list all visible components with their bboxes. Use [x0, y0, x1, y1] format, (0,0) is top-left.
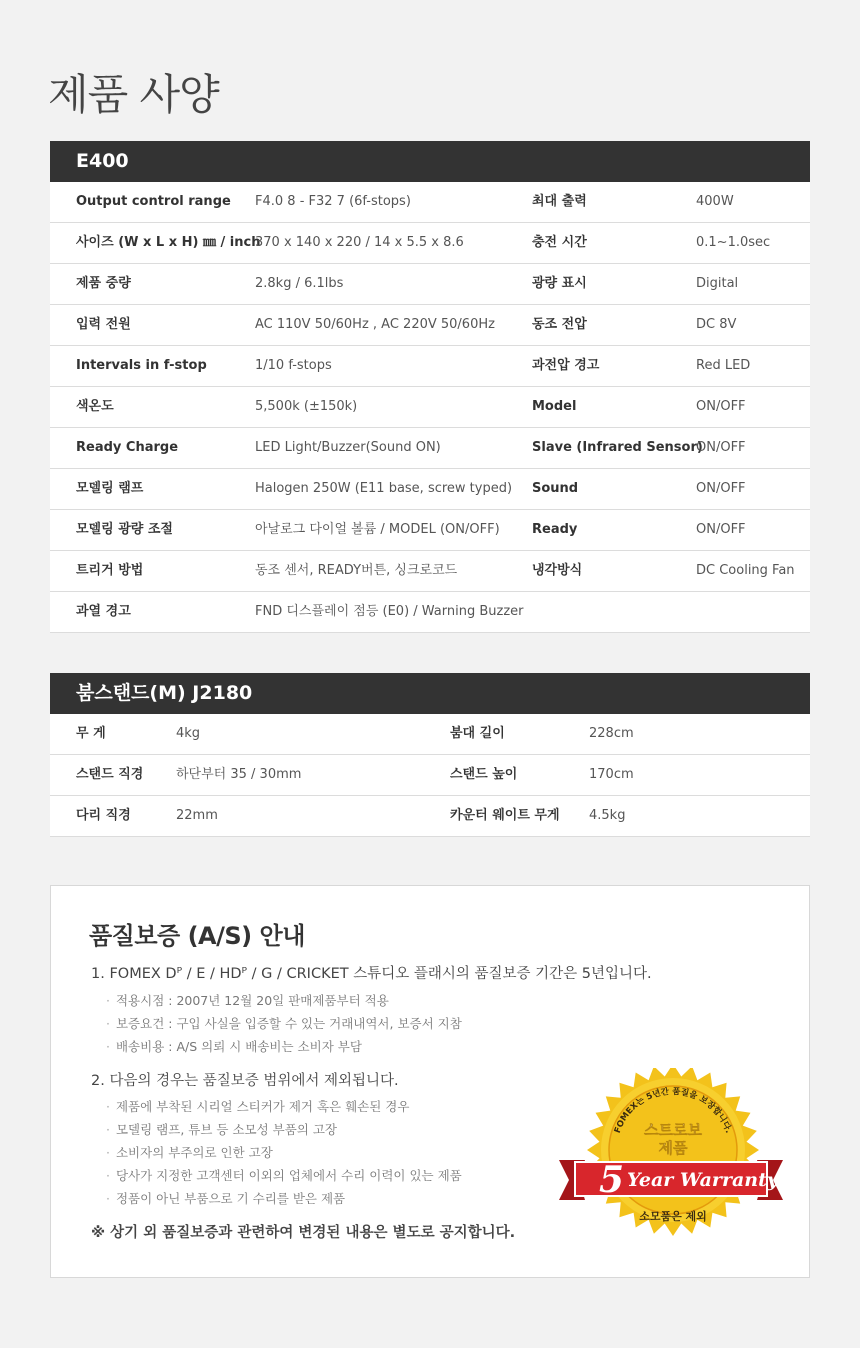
spec-label: 최대 출력 [532, 194, 587, 209]
spec-label: 입력 전원 [76, 317, 131, 332]
spec-value: DC 8V [696, 317, 737, 332]
spec-label: 모델링 램프 [76, 481, 144, 496]
warranty-item: · 보증요건 : 구입 사실을 입증할 수 있는 거래내역서, 보증서 지참 [106, 1016, 462, 1031]
spec-value: 1/10 f-stops [255, 358, 332, 373]
e400-heading: E400 [50, 141, 810, 182]
warranty-info-box [50, 885, 810, 1278]
spec-value: Halogen 250W (E11 base, screw typed) [255, 481, 513, 496]
spec-label: Ready Charge [76, 440, 179, 455]
spec-value: 아날로그 다이얼 볼륨 / MODEL (ON/OFF) [255, 522, 500, 537]
spec-row [50, 714, 810, 755]
spec-label: 카운터 웨이트 무게 [450, 808, 560, 823]
bullet-icon: · [106, 993, 110, 1008]
spec-value: 0.1~1.0sec [696, 235, 771, 250]
spec-value: ON/OFF [696, 522, 746, 537]
seal-line-1: 스트로보 [644, 1121, 702, 1139]
spec-value: AC 110V 50/60Hz , AC 220V 50/60Hz [255, 317, 495, 332]
bullet-icon: · [106, 1099, 110, 1114]
warranty-section-2: 2. 다음의 경우는 품질보증 범위에서 제외됩니다. [91, 1073, 399, 1089]
exclusion-item: · 정품이 아닌 부품으로 기 수리를 받은 제품 [106, 1191, 346, 1206]
spec-label: 붐대 길이 [450, 726, 505, 741]
spec-value: ON/OFF [696, 440, 746, 455]
spec-label: Slave (Infrared Sensor) [532, 440, 703, 455]
spec-value: ON/OFF [696, 399, 746, 414]
exclusion-item: · 소비자의 부주의로 인한 고장 [106, 1145, 273, 1160]
spec-value: 4.5kg [589, 808, 626, 823]
spec-row [50, 469, 810, 510]
warranty-title: 품질보증 (A/S) 안내 [89, 922, 305, 950]
spec-value: Digital [696, 276, 739, 291]
spec-label: Sound [532, 481, 579, 496]
exclusion-item: · 당사가 지정한 고객센터 이외의 업체에서 수리 이력이 있는 제품 [106, 1168, 462, 1183]
warranty-item: · 배송비용 : A/S 의뢰 시 배송비는 소비자 부담 [106, 1039, 362, 1054]
spec-row [50, 264, 810, 305]
boom-stand-heading: 붐스탠드(M) J2180 [50, 673, 810, 714]
spec-row [50, 223, 810, 264]
spec-value: FND 디스플레이 점등 (E0) / Warning Buzzer [255, 604, 524, 619]
seal-arc-text: FOMEX는 5년간 품질을 보장합니다. [612, 1086, 734, 1135]
spec-value: 하단부터 35 / 30mm [176, 767, 302, 782]
spec-label: 동조 전압 [532, 317, 587, 332]
spec-label: Ready [532, 522, 578, 537]
spec-label: Output control range [76, 194, 231, 209]
spec-label: 스탠드 직경 [76, 767, 144, 782]
spec-row [50, 428, 810, 469]
spec-label: 제품 중량 [76, 276, 131, 291]
spec-row [50, 551, 810, 592]
spec-value: 400W [696, 194, 734, 209]
spec-label: 무 게 [76, 726, 106, 741]
spec-value: 228cm [589, 726, 634, 741]
bullet-icon: · [106, 1016, 110, 1031]
spec-row [50, 592, 810, 633]
seal-line-2: 제품 [658, 1139, 688, 1157]
spec-row [50, 387, 810, 428]
spec-value: 동조 센서, READY버튼, 싱크로코드 [255, 563, 458, 578]
spec-label: 트리거 방법 [76, 563, 144, 578]
spec-value: 4kg [176, 726, 201, 741]
spec-label: 색온도 [76, 399, 114, 414]
spec-label: 과열 경고 [76, 604, 131, 619]
spec-row [50, 346, 810, 387]
warranty-item: · 적용시점 : 2007년 12월 20일 판매제품부터 적용 [106, 993, 389, 1008]
warranty-note: ※ 상기 외 품질보증과 관련하여 변경된 내용은 별도로 공지합니다. [91, 1225, 516, 1241]
spec-value: ON/OFF [696, 481, 746, 496]
spec-label: 냉각방식 [532, 563, 583, 578]
seal-footer: 소모품은 제외 [639, 1210, 707, 1223]
spec-value: LED Light/Buzzer(Sound ON) [255, 440, 441, 455]
spec-label: Model [532, 399, 577, 414]
bullet-icon: · [106, 1168, 110, 1183]
spec-label: 다리 직경 [76, 808, 131, 823]
bullet-icon: · [106, 1191, 110, 1206]
ribbon-text: Year Warranty [627, 1169, 778, 1191]
spec-value: DC Cooling Fan [696, 563, 795, 578]
bullet-icon: · [106, 1145, 110, 1160]
spec-value: 2.8kg / 6.1lbs [255, 276, 344, 291]
boom-stand-spec-table [50, 673, 810, 837]
spec-value: F4.0 8 - F32 7 (6f-stops) [255, 194, 411, 209]
bullet-icon: · [106, 1039, 110, 1054]
spec-row [50, 755, 810, 796]
spec-value: 5,500k (±150k) [255, 399, 358, 414]
spec-row [50, 182, 810, 223]
spec-row [50, 510, 810, 551]
warranty-section-1: 1. FOMEX Dᴾ / E / HDᴾ / G / CRICKET 스튜디오 플래시의 품질보증 기간은 5년입니다. [91, 966, 652, 982]
spec-label: 광량 표시 [532, 276, 587, 291]
spec-label: 과전압 경고 [532, 358, 600, 373]
spec-row [50, 305, 810, 346]
page-title: 제품 사양 [48, 70, 219, 119]
spec-value: 370 x 140 x 220 / 14 x 5.5 x 8.6 [255, 235, 464, 250]
spec-label: Intervals in f-stop [76, 358, 207, 373]
seal-number: 5 [599, 1159, 625, 1201]
spec-value: Red LED [696, 358, 751, 373]
warranty-seal-icon [559, 1068, 783, 1248]
spec-row [50, 796, 810, 837]
spec-label: 충전 시간 [532, 235, 587, 250]
exclusion-item: · 제품에 부착된 시리얼 스티커가 제거 혹은 훼손된 경우 [106, 1099, 410, 1114]
exclusion-item: · 모델링 램프, 튜브 등 소모성 부품의 고장 [106, 1122, 337, 1137]
spec-label: 사이즈 (W x L x H) ㎜ / inch [76, 235, 261, 250]
bullet-icon: · [106, 1122, 110, 1137]
spec-value: 22mm [176, 808, 218, 823]
spec-value: 170cm [589, 767, 634, 782]
spec-label: 모델링 광량 조절 [76, 522, 173, 537]
spec-label: 스탠드 높이 [450, 767, 518, 782]
e400-spec-table [50, 141, 810, 633]
